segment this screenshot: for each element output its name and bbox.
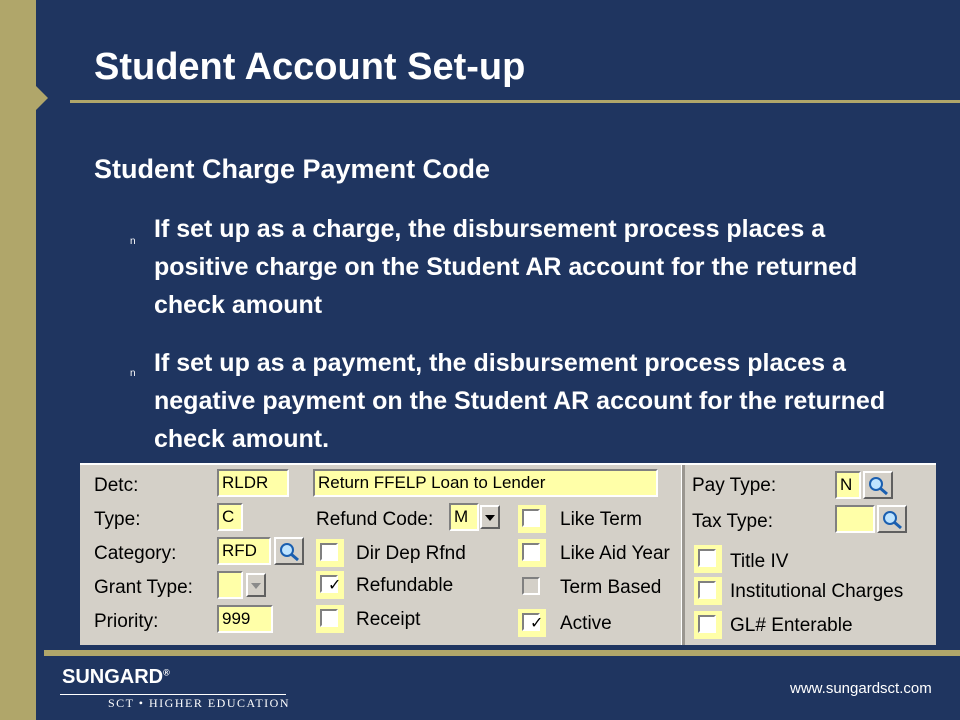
title-divider <box>70 100 960 103</box>
receipt-label: Receipt <box>356 609 421 630</box>
checkbox-box <box>698 549 716 567</box>
section-subtitle: Student Charge Payment Code <box>94 154 491 184</box>
grant-type-label: Grant Type: <box>94 577 193 598</box>
gl-enterable-label: GL# Enterable <box>730 615 853 636</box>
refund-code-select[interactable]: M <box>449 503 479 531</box>
search-icon <box>279 541 301 563</box>
title-iv-label: Title IV <box>730 551 789 572</box>
like-aid-year-label: Like Aid Year <box>560 543 670 564</box>
registered-mark: ® <box>163 667 170 678</box>
type-label: Type: <box>94 509 141 530</box>
logo-subtitle: SCT • HIGHER EDUCATION <box>108 696 290 710</box>
institutional-charges-label: Institutional Charges <box>730 581 904 602</box>
check-icon: ✓ <box>530 615 544 632</box>
term-based-checkbox[interactable] <box>518 573 546 601</box>
category-search-button[interactable] <box>274 537 304 565</box>
checkbox-box <box>320 609 338 627</box>
detail-code-form <box>80 463 936 645</box>
dir-dep-rfnd-checkbox[interactable] <box>316 539 344 567</box>
pay-type-field[interactable]: N <box>835 471 861 499</box>
sungard-logo <box>62 666 170 689</box>
like-term-checkbox[interactable] <box>518 505 546 533</box>
category-label: Category: <box>94 543 177 564</box>
search-icon <box>882 509 904 531</box>
refundable-checkbox[interactable] <box>316 571 344 599</box>
left-accent-notch <box>36 86 48 110</box>
footer-url: www.sungardsct.com <box>790 680 932 697</box>
logo-text: SUNGARD <box>62 666 164 688</box>
institutional-charges-checkbox[interactable] <box>694 577 722 605</box>
category-field[interactable]: RFD <box>217 537 271 565</box>
like-term-label: Like Term <box>560 509 643 530</box>
bullet-charge-text: If set up as a charge, the disbursement process places a positive charge on the Student AR account for the returned check amount <box>154 215 858 319</box>
tax-type-search-button[interactable] <box>877 505 907 533</box>
receipt-checkbox[interactable] <box>316 605 344 633</box>
like-aid-year-checkbox[interactable] <box>518 539 546 567</box>
refundable-label: Refundable <box>356 575 454 596</box>
detc-field[interactable]: RLDR <box>217 469 289 497</box>
active-label: Active <box>560 613 612 634</box>
logo-underline <box>60 694 286 695</box>
detc-description-field[interactable]: Return FFELP Loan to Lender <box>313 469 658 497</box>
checkbox-box <box>698 615 716 633</box>
chevron-down-icon <box>485 515 495 521</box>
form-divider <box>681 465 685 645</box>
checkbox-box <box>320 575 342 594</box>
grant-type-field[interactable] <box>217 571 243 599</box>
checkbox-box <box>320 543 338 561</box>
detc-label: Detc: <box>94 475 139 496</box>
pay-type-search-button[interactable] <box>863 471 893 499</box>
type-field[interactable]: C <box>217 503 243 531</box>
bullet-payment-text: If set up as a payment, the disbursement process places a negative payment on the Student AR account for the returned check amount. <box>154 349 886 453</box>
title-iv-checkbox[interactable] <box>694 545 722 573</box>
priority-label: Priority: <box>94 611 159 632</box>
footer-divider <box>44 650 960 656</box>
search-icon <box>868 475 890 497</box>
checkbox-box <box>522 509 540 527</box>
square-bullet-icon: n <box>130 368 136 379</box>
tax-type-field[interactable] <box>835 505 875 533</box>
priority-field[interactable]: 999 <box>217 605 273 633</box>
left-accent-bar <box>0 0 36 720</box>
gl-enterable-checkbox[interactable] <box>694 611 722 639</box>
active-checkbox[interactable] <box>518 609 546 637</box>
checkbox-box <box>522 543 540 561</box>
check-icon: ✓ <box>328 577 342 594</box>
chevron-down-icon <box>251 583 261 589</box>
square-bullet-icon: n <box>130 236 136 247</box>
term-based-label: Term Based <box>560 577 662 598</box>
page-title: Student Account Set-up <box>94 46 526 88</box>
checkbox-box <box>522 613 544 632</box>
refund-code-dropdown[interactable] <box>480 505 500 529</box>
checkbox-box <box>522 577 540 595</box>
refund-code-label: Refund Code: <box>316 509 434 530</box>
checkbox-box <box>698 581 716 599</box>
tax-type-label: Tax Type: <box>692 511 773 532</box>
pay-type-label: Pay Type: <box>692 475 777 496</box>
grant-type-dropdown[interactable] <box>246 573 266 597</box>
dir-dep-rfnd-label: Dir Dep Rfnd <box>356 543 466 564</box>
